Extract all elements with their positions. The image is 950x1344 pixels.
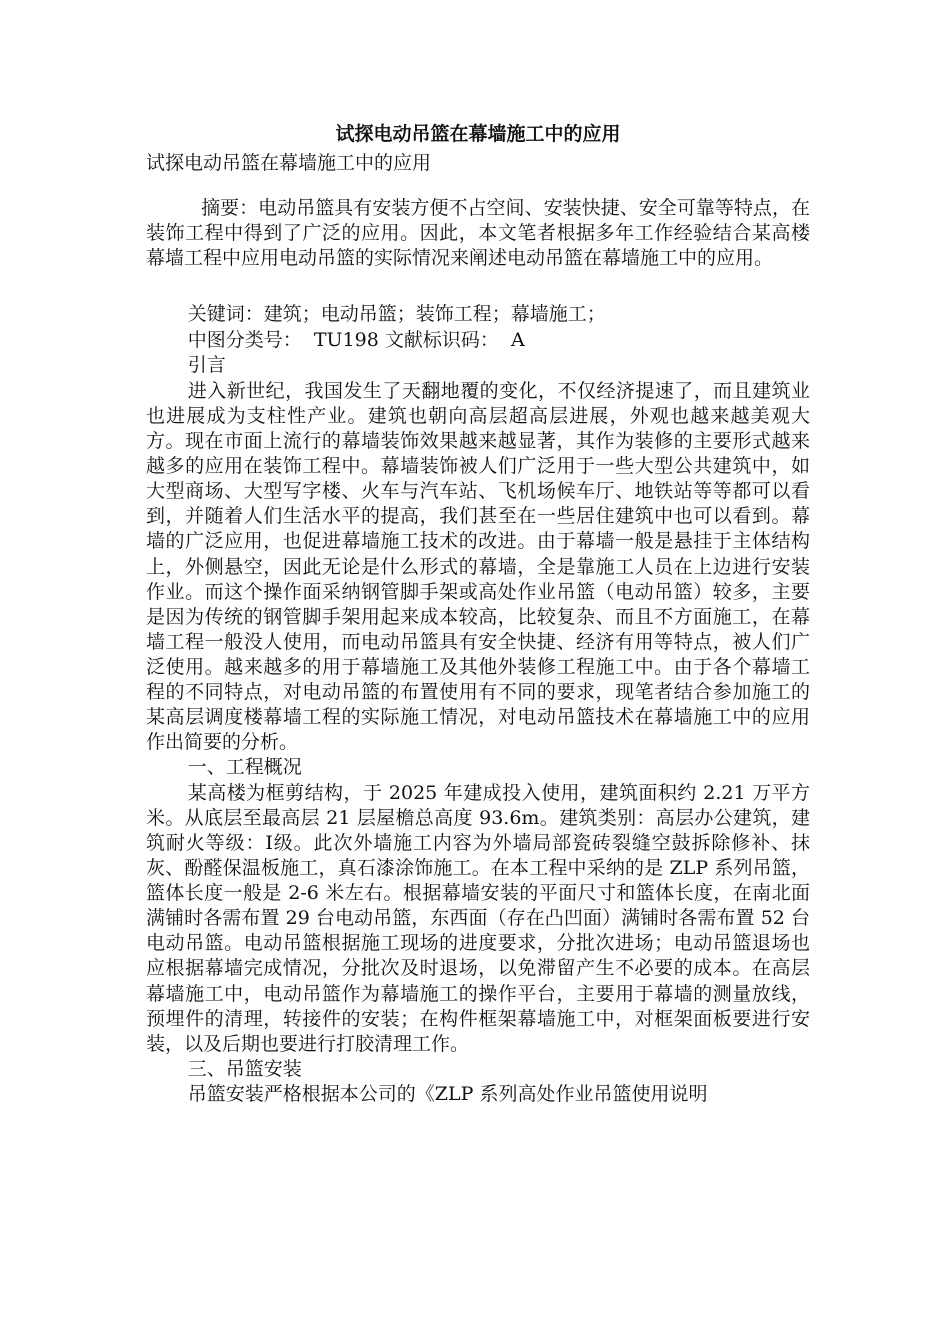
document-page [146,118,810,1107]
document-subtitle: 试探电动吊篮在幕墙施工中的应用 [146,152,432,174]
classification-line: 中图分类号： TU198 文献标识码： A [187,328,525,351]
section3-paragraph: 吊篮安装严格根据本公司的《ZLP 系列高处作业吊篮使用说明 [187,1083,708,1106]
section1-heading: 一、工程概况 [187,756,302,779]
section3-heading: 三、吊篮安装 [187,1057,302,1080]
intro-heading: 引言 [187,354,226,377]
keywords-line: 关键词：建筑；电动吊篮；装饰工程；幕墙施工； [187,303,606,326]
abstract-paragraph: 摘要：电动吊篮具有安装方便不占空间、安装快捷、安全可靠等特点，在装饰工程中得到了广泛的应用。因此，本文笔者根据多年工作经验结合某高楼幕墙工程中应用电动吊篮的实际情况来阐述电动吊篮在幕墙施工中的应用。 [146,197,810,269]
section1-paragraph: 某高楼为框剪结构，于 2025 年建成投入使用，建筑面积约 2.21 万平方米。从底层至最高层 21 层屋檐总高度 93.6m。建筑类别：高层办公建筑，建筑耐火等级：Ⅰ级。此次外墙施工内容为外墙局部瓷砖裂缝空鼓拆除修补、抹灰、酚醛保温板施工，真石漆涂饰施工。在本工程中采纳的是 ZLP 系列吊篮，篮体长度一般是 2-6 米左右。根据幕墙安装的平面尺寸和篮体长度，在南北面满铺时各需布置 29 台电动吊篮，东西面（存在凸凹面）满铺时各需布置 52 台电动吊篮。电动吊篮根据施工现场的进度要求，分批次进场；电动吊篮退场也应根据幕墙完成情况，分批次及时退场，以免滞留产生不必要的成本。在高层幕墙施工中，电动吊篮作为幕墙施工的操作平台，主要用于幕墙的测量放线，预埋件的清理，转接件的安装；在构件框架幕墙施工中，对框架面板要进行安装，以及后期也要进行打胶清理工作。 [146,781,810,1055]
intro-paragraph: 进入新世纪，我国发生了天翻地覆的变化，不仅经济提速了，而且建筑业也进展成为支柱性产业。建筑也朝向高层超高层进展，外观也越来越美观大方。现在市面上流行的幕墙装饰效果越来越显著，其作为装修的主要形式越来越多的应用在装饰工程中。幕墙装饰被人们广泛用于一些大型公共建筑中，如大型商场、大型写字楼、火车与汽车站、飞机场候车厅、地铁站等等都可以看到，并随着人们生活水平的提高，我们甚至在一些居住建筑中也可以看到。幕墙的广泛应用，也促进幕墙施工技术的改进。由于幕墙一般是悬挂于主体结构上，外侧悬空，因此无论是什么形式的幕墙，全是靠施工人员在上边进行安装作业。而这个操作面采纳钢管脚手架或高处作业吊篮（电动吊篮）较多，主要是因为传统的钢管脚手架用起来成本较高，比较复杂、而且不方面施工，在幕墙工程一般没人使用，而电动吊篮具有安全快捷、经济有用等特点，被人们广泛使用。越来越多的用于幕墙施工及其他外装修工程施工中。由于各个幕墙工程的不同特点，对电动吊篮的布置使用有不同的要求，现笔者结合参加施工的某高层调度楼幕墙工程的实际施工情况，对电动吊篮技术在幕墙施工中的应用作出简要的分析。 [146,379,810,754]
document-title: 试探电动吊篮在幕墙施工中的应用 [335,123,621,145]
